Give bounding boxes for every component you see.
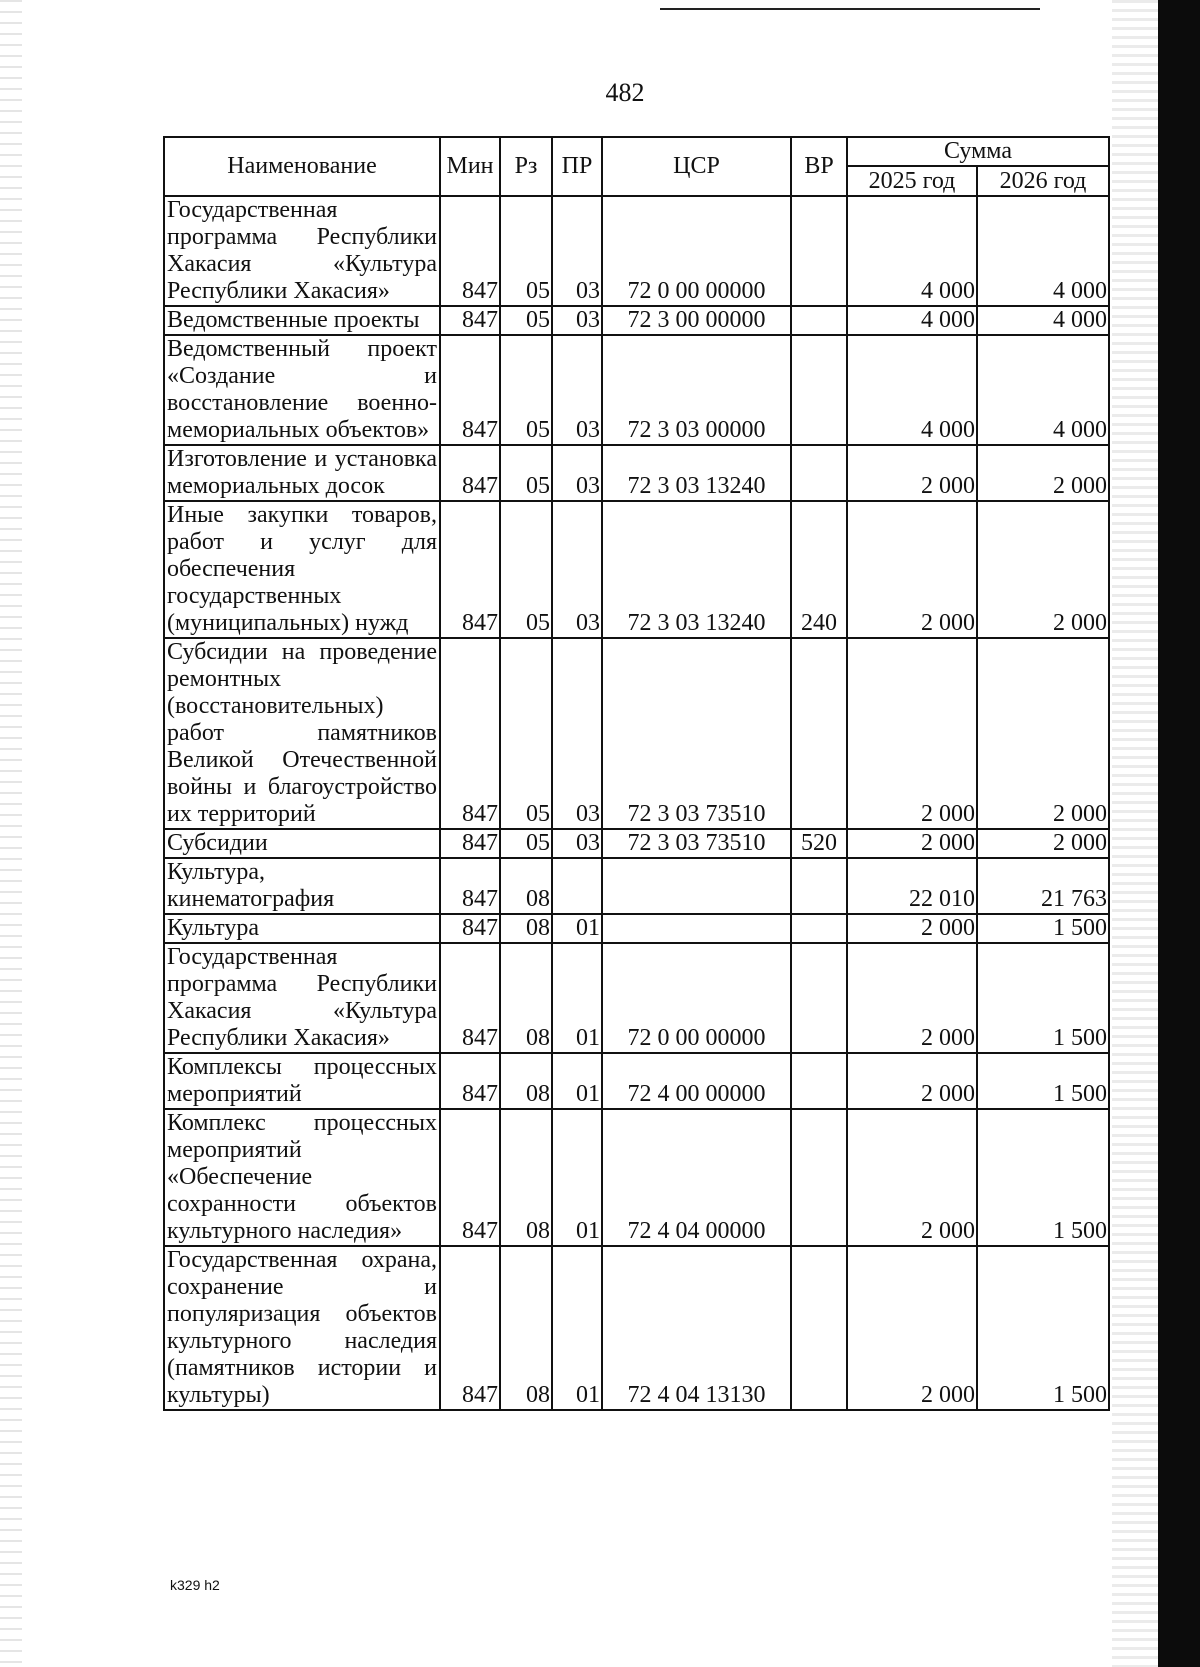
row-rz: 05	[500, 335, 552, 445]
row-csr: 72 3 03 73510	[602, 829, 791, 858]
row-sum-2025: 22 010	[847, 858, 977, 914]
row-sum-2026: 4 000	[977, 196, 1109, 306]
table-row	[164, 306, 1109, 335]
row-rz: 08	[500, 1053, 552, 1109]
header-year-2026: 2026 год	[977, 166, 1109, 196]
row-min: 847	[440, 943, 500, 1053]
row-min: 847	[440, 914, 500, 943]
row-sum-2025: 2 000	[847, 1109, 977, 1246]
row-name: Комплекс процессных мероприятий «Обеспечение сохранности объектов культурного наследия»	[164, 1109, 440, 1246]
row-vr	[791, 638, 847, 829]
row-vr	[791, 306, 847, 335]
row-name: Культура	[164, 914, 440, 943]
table-row	[164, 829, 1109, 858]
row-csr: 72 4 04 00000	[602, 1109, 791, 1246]
row-csr: 72 3 03 13240	[602, 501, 791, 638]
row-rz: 08	[500, 914, 552, 943]
row-vr: 520	[791, 829, 847, 858]
row-vr	[791, 1053, 847, 1109]
row-min: 847	[440, 196, 500, 306]
row-csr	[602, 858, 791, 914]
row-rz: 08	[500, 1246, 552, 1410]
row-min: 847	[440, 858, 500, 914]
row-name: Ведомственный проект «Создание и восстановление военно-мемориальных объектов»	[164, 335, 440, 445]
row-sum-2026: 4 000	[977, 306, 1109, 335]
table-row	[164, 445, 1109, 501]
row-sum-2025: 2 000	[847, 829, 977, 858]
row-csr: 72 3 03 73510	[602, 638, 791, 829]
table-row	[164, 858, 1109, 914]
scan-right-edge-noise	[1112, 0, 1158, 1667]
header-vr: ВР	[791, 137, 847, 196]
row-csr: 72 3 03 13240	[602, 445, 791, 501]
row-sum-2025: 4 000	[847, 306, 977, 335]
row-vr	[791, 914, 847, 943]
row-vr	[791, 445, 847, 501]
header-year-2025: 2025 год	[847, 166, 977, 196]
row-rz: 05	[500, 196, 552, 306]
table-row	[164, 914, 1109, 943]
row-rz: 08	[500, 858, 552, 914]
header-pr: ПР	[552, 137, 602, 196]
table-row	[164, 501, 1109, 638]
row-name: Государственная охрана, сохранение и популяризация объектов культурного наследия (памятников истории и культуры)	[164, 1246, 440, 1410]
table-row	[164, 1053, 1109, 1109]
row-pr: 01	[552, 943, 602, 1053]
table-row	[164, 1109, 1109, 1246]
row-vr	[791, 858, 847, 914]
row-min: 847	[440, 306, 500, 335]
row-vr	[791, 335, 847, 445]
row-sum-2026: 1 500	[977, 943, 1109, 1053]
row-min: 847	[440, 1109, 500, 1246]
header-csr: ЦСР	[602, 137, 791, 196]
row-name: Государственная программа Республики Хакасия «Культура Республики Хакасия»	[164, 943, 440, 1053]
row-rz: 05	[500, 445, 552, 501]
row-rz: 05	[500, 638, 552, 829]
row-pr: 03	[552, 638, 602, 829]
row-name: Культура, кинематография	[164, 858, 440, 914]
row-rz: 08	[500, 943, 552, 1053]
row-pr: 03	[552, 829, 602, 858]
row-name: Субсидии на проведение ремонтных (восстановительных) работ памятников Великой Отечественной войны и благоустройство их территорий	[164, 638, 440, 829]
row-rz: 05	[500, 829, 552, 858]
row-rz: 05	[500, 306, 552, 335]
row-name: Ведомственные проекты	[164, 306, 440, 335]
footer-code: k329 h2	[170, 1577, 220, 1593]
row-sum-2026: 2 000	[977, 501, 1109, 638]
row-vr	[791, 943, 847, 1053]
row-pr	[552, 858, 602, 914]
row-csr: 72 3 00 00000	[602, 306, 791, 335]
row-sum-2025: 2 000	[847, 914, 977, 943]
row-min: 847	[440, 1246, 500, 1410]
row-sum-2025: 2 000	[847, 1246, 977, 1410]
row-sum-2025: 2 000	[847, 943, 977, 1053]
table-row	[164, 335, 1109, 445]
row-name: Комплексы процессных мероприятий	[164, 1053, 440, 1109]
header-name: Наименование	[164, 137, 440, 196]
row-pr: 03	[552, 335, 602, 445]
row-csr: 72 0 00 00000	[602, 196, 791, 306]
row-sum-2025: 2 000	[847, 445, 977, 501]
row-pr: 03	[552, 445, 602, 501]
budget-table	[163, 136, 1110, 1411]
row-csr	[602, 914, 791, 943]
row-pr: 03	[552, 196, 602, 306]
row-sum-2025: 2 000	[847, 638, 977, 829]
row-min: 847	[440, 1053, 500, 1109]
row-rz: 08	[500, 1109, 552, 1246]
table-row	[164, 196, 1109, 306]
row-name: Изготовление и установка мемориальных досок	[164, 445, 440, 501]
header-rz: Рз	[500, 137, 552, 196]
row-sum-2026: 2 000	[977, 638, 1109, 829]
row-min: 847	[440, 501, 500, 638]
table-row	[164, 638, 1109, 829]
scan-left-edge-noise	[0, 0, 22, 1667]
row-sum-2025: 4 000	[847, 196, 977, 306]
row-pr: 01	[552, 1246, 602, 1410]
row-csr: 72 3 03 00000	[602, 335, 791, 445]
scan-top-rule	[660, 8, 1040, 10]
row-sum-2026: 4 000	[977, 335, 1109, 445]
row-min: 847	[440, 638, 500, 829]
row-sum-2025: 2 000	[847, 1053, 977, 1109]
row-pr: 03	[552, 501, 602, 638]
page-number: 482	[605, 78, 645, 107]
row-sum-2026: 2 000	[977, 829, 1109, 858]
row-csr: 72 0 00 00000	[602, 943, 791, 1053]
row-sum-2025: 2 000	[847, 501, 977, 638]
table-row	[164, 943, 1109, 1053]
row-pr: 01	[552, 1109, 602, 1246]
row-sum-2026: 1 500	[977, 914, 1109, 943]
row-min: 847	[440, 335, 500, 445]
row-csr: 72 4 04 13130	[602, 1246, 791, 1410]
row-pr: 01	[552, 914, 602, 943]
row-sum-2025: 4 000	[847, 335, 977, 445]
row-vr	[791, 1246, 847, 1410]
row-csr: 72 4 00 00000	[602, 1053, 791, 1109]
row-vr	[791, 1109, 847, 1246]
row-sum-2026: 1 500	[977, 1109, 1109, 1246]
scan-right-dark-band	[1158, 0, 1200, 1667]
row-name: Государственная программа Республики Хакасия «Культура Республики Хакасия»	[164, 196, 440, 306]
row-name: Иные закупки товаров, работ и услуг для обеспечения государственных (муниципальных) нужд	[164, 501, 440, 638]
row-min: 847	[440, 829, 500, 858]
row-min: 847	[440, 445, 500, 501]
row-sum-2026: 1 500	[977, 1053, 1109, 1109]
header-sum: Сумма	[847, 137, 1109, 166]
row-sum-2026: 21 763	[977, 858, 1109, 914]
row-vr: 240	[791, 501, 847, 638]
table-row	[164, 1246, 1109, 1410]
row-vr	[791, 196, 847, 306]
table-header	[164, 137, 1109, 196]
table-body	[164, 196, 1109, 1410]
row-sum-2026: 2 000	[977, 445, 1109, 501]
row-pr: 01	[552, 1053, 602, 1109]
row-sum-2026: 1 500	[977, 1246, 1109, 1410]
row-rz: 05	[500, 501, 552, 638]
header-min: Мин	[440, 137, 500, 196]
row-name: Субсидии	[164, 829, 440, 858]
row-pr: 03	[552, 306, 602, 335]
